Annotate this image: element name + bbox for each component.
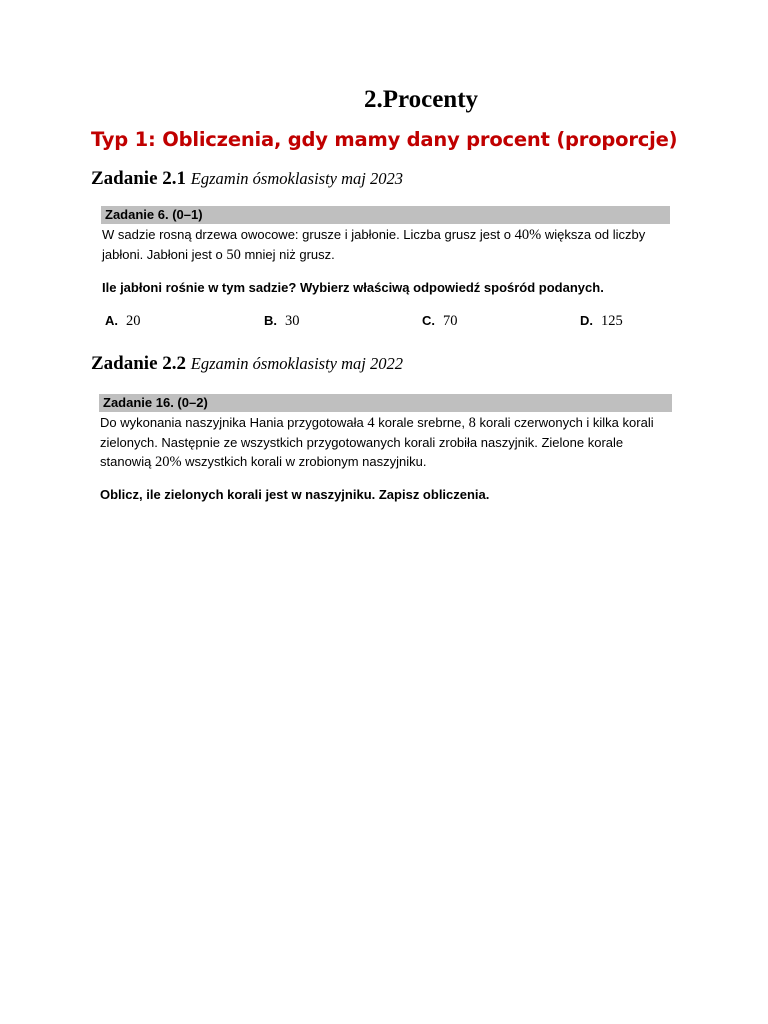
answer-option-c: C. 70 xyxy=(422,313,458,329)
task-source: Egzamin ósmoklasisty maj 2023 xyxy=(190,169,403,188)
exam-task-box-16 xyxy=(99,394,672,502)
section-heading: Typ 1: Obliczenia, gdy mamy dany procent (proporcje) xyxy=(91,128,678,151)
exam-task-box-6 xyxy=(101,206,670,333)
answer-option-a: A. 20 xyxy=(105,313,141,329)
task-heading-2-1 xyxy=(91,168,403,190)
exam-task-text: W sadzie rosną drzewa owocowe: grusze i jabłonie. Liczba grusz jest o 40% większa od liczby jabłoni. Jabłoni jest o 50 mniej niż grusz. xyxy=(102,227,646,263)
exam-task-question: Ile jabłoni rośnie w tym sadzie? Wybierz właściwą odpowiedź spośród podanych. xyxy=(102,280,604,295)
task-number: Zadanie 2.2 xyxy=(91,353,187,374)
exam-task-header: Zadanie 6. (0–1) xyxy=(101,206,670,224)
exam-task-question: Oblicz, ile zielonych korali jest w naszyjniku. Zapisz obliczenia. xyxy=(100,487,490,502)
task-number: Zadanie 2.1 xyxy=(91,168,187,189)
answer-option-d: D. 125 xyxy=(580,313,623,329)
page-title: 2.Procenty xyxy=(363,86,479,113)
task-heading-2-2 xyxy=(91,353,403,375)
answer-options xyxy=(101,313,670,333)
exam-task-header: Zadanie 16. (0–2) xyxy=(99,394,672,412)
exam-task-text: Do wykonania naszyjnika Hania przygotowała 4 korale srebrne, 8 korali czerwonych i kilka korali zielonych. Następnie ze wszystkich przygotowanych korali zrobiła naszyjnik. Zielone korale stanowią 20% wszystkich korali w zrobionym naszyjniku. xyxy=(100,415,654,470)
answer-option-b: B. 30 xyxy=(264,313,300,329)
task-source: Egzamin ósmoklasisty maj 2022 xyxy=(190,354,403,373)
